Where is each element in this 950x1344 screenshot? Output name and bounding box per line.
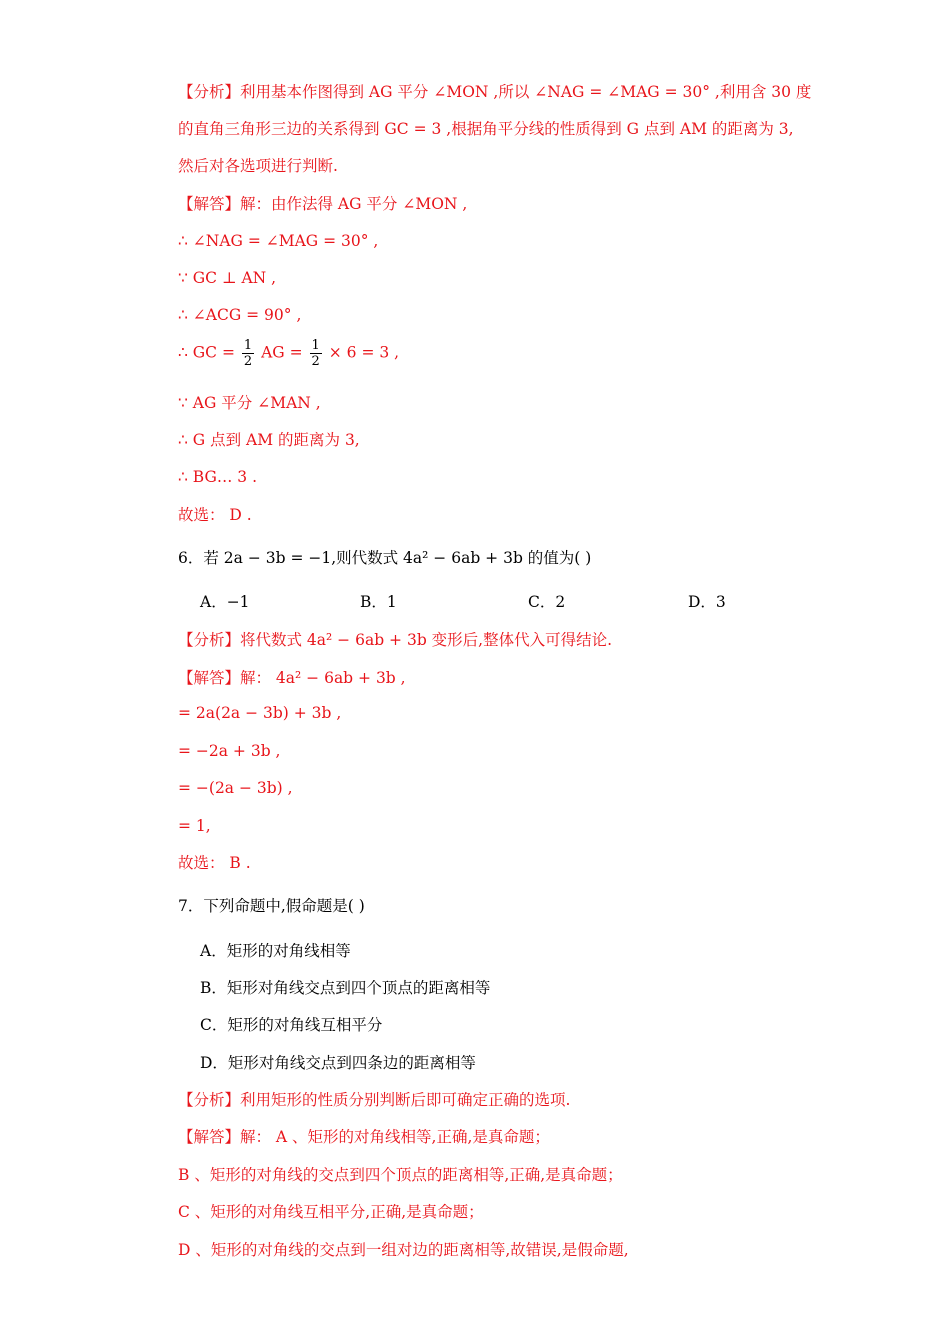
fraction-denominator-2: 2: [311, 354, 320, 369]
q6-solution-line-2: = 2a(2a − 3b) + 3b ,: [178, 704, 342, 722]
q6-stem: 6．若 2a − 3b = −1,则代数式 4a² − 6ab + 3b 的值为( ): [178, 549, 592, 567]
q5-solution-line-7: ∴ G 点到 AM 的距离为 3,: [178, 431, 360, 449]
q5-solution-line-2: ∴ ∠NAG = ∠MAG = 30° ,: [178, 232, 379, 250]
q5-solution-fraction-line: [178, 338, 399, 369]
q6-option-a: A．−1: [200, 593, 250, 611]
q5-analysis-line-1: 【分析】利用基本作图得到 AG 平分 ∠MON ,所以 ∠NAG = ∠MAG = 30° ,利用含 30 度: [178, 83, 812, 101]
q5-solution-line-1: 【解答】解：由作法得 AG 平分 ∠MON ,: [178, 195, 468, 213]
fraction-tail: × 6 = 3 ,: [328, 343, 400, 362]
q7-solution-line-3: C 、矩形的对角线互相平分,正确,是真命题；: [178, 1203, 484, 1221]
fraction-prefix: ∴ GC =: [178, 343, 235, 362]
q7-solution-line-4: D 、矩形的对角线的交点到一组对边的距离相等,故错误,是假命题,: [178, 1241, 629, 1259]
q7-analysis: 【分析】利用矩形的性质分别判断后即可确定正确的选项.: [178, 1091, 571, 1109]
fraction-mid: AG =: [261, 343, 303, 362]
q7-stem: 7．下列命题中,假命题是( ): [178, 897, 365, 915]
q6-option-b: B．1: [360, 593, 397, 611]
q6-solution-line-1: 【解答】解： 4a² − 6ab + 3b ,: [178, 669, 406, 687]
q6-solution-line-3: = −2a + 3b ,: [178, 742, 281, 760]
fraction-denominator: 2: [243, 354, 253, 369]
q7-solution-line-1: 【解答】解： A 、矩形的对角线相等,正确,是真命题；: [178, 1128, 550, 1146]
q5-solution-line-6: ∵ AG 平分 ∠MAN ,: [178, 394, 321, 412]
q5-solution-line-3: ∵ GC ⊥ AN ,: [178, 269, 277, 287]
fraction-half-2: [310, 338, 322, 369]
q5-solution-line-8: ∴ BG… 3 .: [178, 468, 257, 486]
q5-analysis-line-2: 的直角三角形三边的关系得到 GC = 3 ,根据角平分线的性质得到 G 点到 AM 的距离为 3,: [178, 120, 794, 138]
q6-option-c: C．2: [528, 593, 566, 611]
q7-option-d: D．矩形对角线交点到四条边的距离相等: [200, 1054, 476, 1072]
q7-option-c: C．矩形的对角线互相平分: [200, 1016, 383, 1034]
fraction-half-1: [242, 338, 254, 369]
q6-analysis: 【分析】将代数式 4a² − 6ab + 3b 变形后,整体代入可得结论.: [178, 631, 613, 649]
q5-solution-line-4: ∴ ∠ACG = 90° ,: [178, 306, 302, 324]
q6-solution-line-5: = 1,: [178, 817, 211, 835]
q7-option-a: A．矩形的对角线相等: [200, 942, 351, 960]
q5-answer: 故选： D .: [178, 506, 252, 524]
q7-solution-line-2: B 、矩形的对角线的交点到四个顶点的距离相等,正确,是真命题；: [178, 1166, 623, 1184]
fraction-numerator-2: 1: [311, 338, 320, 353]
q6-answer: 故选： B .: [178, 854, 251, 872]
q6-solution-line-4: = −(2a − 3b) ,: [178, 779, 293, 797]
q6-option-d: D．3: [688, 593, 726, 611]
q5-analysis-line-3: 然后对各选项进行判断.: [178, 157, 338, 175]
fraction-numerator: 1: [243, 338, 253, 353]
q7-option-b: B．矩形对角线交点到四个顶点的距离相等: [200, 979, 491, 997]
